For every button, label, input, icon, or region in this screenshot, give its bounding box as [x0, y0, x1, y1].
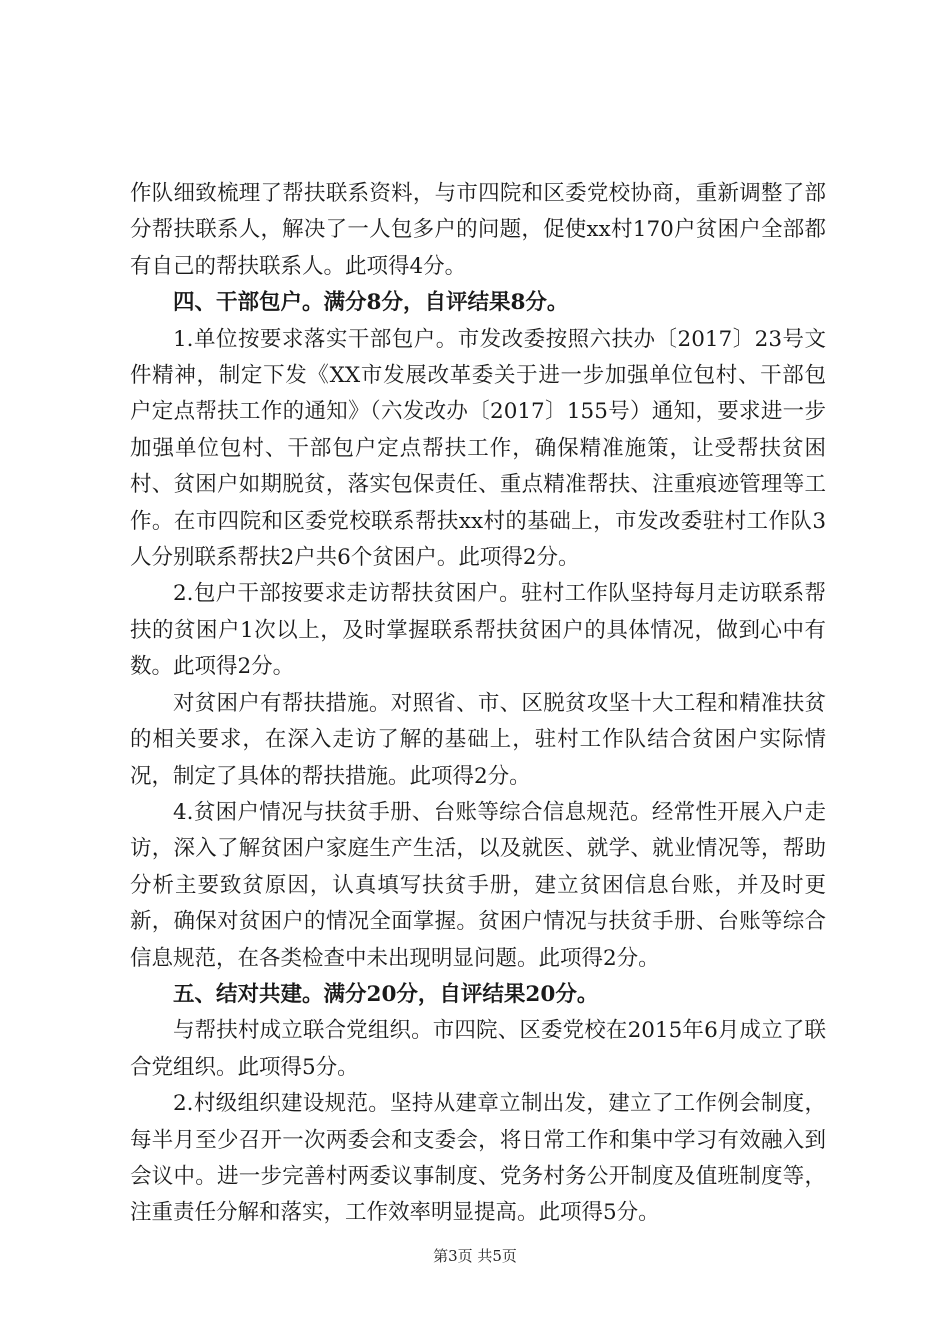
page-footer: 第3页 共5页	[433, 1247, 517, 1265]
paragraph: 与帮扶村成立联合党组织。市四院、区委党校在2015年6月成立了联合党组织。此项得5分。	[130, 1018, 826, 1080]
section-heading-4: 四、干部包户。满分8分，自评结果8分。	[173, 290, 569, 316]
paragraph: 作队细致梳理了帮扶联系资料，与市四院和区委党校协商，重新调整了部分帮扶联系人，解决了一人包多户的问题，促使xx村170户贫困户全部都有自己的帮扶联系人。此项得4分。	[130, 181, 826, 279]
document-body	[130, 176, 826, 1232]
paragraph: 2.包户干部按要求走访帮扶贫困户。驻村工作队坚持每月走访联系帮扶的贫困户1次以上，及时掌握联系帮扶贫困户的具体情况，做到心中有数。此项得2分。	[130, 581, 826, 680]
paragraph: 对贫困户有帮扶措施。对照省、市、区脱贫攻坚十大工程和精准扶贫的相关要求，在深入走访了解的基础上，驻村工作队结合贫困户实际情况，制定了具体的帮扶措施。此项得2分。	[130, 690, 826, 789]
paragraph: 2.村级组织建设规范。坚持从建章立制出发，建立了工作例会制度，每半月至少召开一次两委会和支委会，将日常工作和集中学习有效融入到会议中。进一步完善村两委议事制度、党务村务公开制度及值班制度等，注重责任分解和落实，工作效率明显提高。此项得5分。	[130, 1091, 826, 1226]
paragraph: 1.单位按要求落实干部包户。市发改委按照六扶办〔2017〕23号文件精神，制定下发《XX市发展改革委关于进一步加强单位包村、干部包户定点帮扶工作的通知》（六发改办〔2017〕155号）通知，要求进一步加强单位包村、干部包户定点帮扶工作，确保精准施策，让受帮扶贫困村、贫困户如期脱贫，落实包保责任、重点精准帮扶、注重痕迹管理等工作。在市四院和区委党校联系帮扶xx村的基础上，市发改委驻村工作队3人分别联系帮扶2户共6个贫困户。此项得2分。	[130, 326, 826, 571]
paragraph: 4.贫困户情况与扶贫手册、台账等综合信息规范。经常性开展入户走访，深入了解贫困户家庭生产生活，以及就医、就学、就业情况等，帮助分析主要致贫原因，认真填写扶贫手册，建立贫困信息台账，并及时更新，确保对贫困户的情况全面掌握。贫困户情况与扶贫手册、台账等综合信息规范，在各类检查中未出现明显问题。此项得2分。	[130, 799, 826, 971]
section-heading-5: 五、结对共建。满分20分，自评结果20分。	[173, 981, 599, 1007]
